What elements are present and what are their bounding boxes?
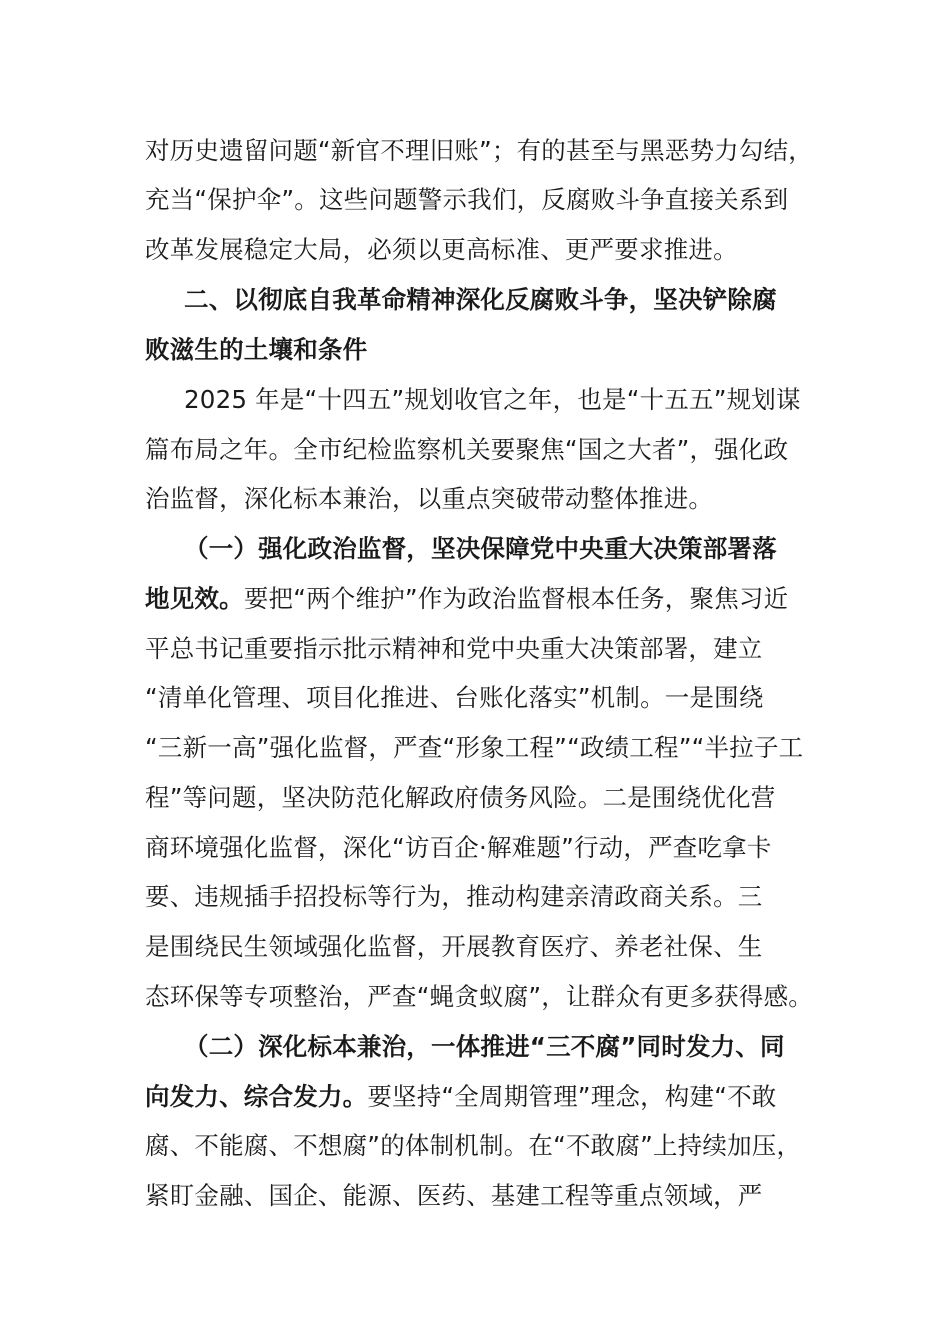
- body-line: 对历史遗留问题“新官不理旧账”；有的甚至与黑恶势力勾结，: [145, 136, 813, 165]
- body-line: [145, 582, 788, 616]
- body-line: 2025 年是“十四五”规划收官之年，也是“十五五”规划谋: [184, 385, 801, 414]
- body-line: “三新一高”强化监督，严查“形象工程”“政绩工程”“半拉子工: [145, 733, 804, 762]
- body-line: 腐、不能腐、不想腐”的体制机制。在“不敢腐”上持续加压，: [145, 1131, 802, 1160]
- body-line: [145, 1080, 777, 1114]
- body-text: 要把“两个维护”作为政治监督根本任务，聚焦习近: [243, 584, 789, 613]
- body-text: 要坚持“全周期管理”理念，构建“不敢: [367, 1082, 777, 1111]
- body-line: 要、违规插手招投标等行为，推动构建亲清政商关系。三: [145, 882, 763, 911]
- body-line: 程”等问题，坚决防范化解政府债务风险。二是围绕优化营: [145, 783, 776, 812]
- section-heading: 二、以彻底自我革命精神深化反腐败斗争，坚决铲除腐: [184, 285, 777, 314]
- subsection-heading: （一）强化政治监督，坚决保障党中央重大决策部署落: [184, 534, 777, 563]
- subsection-heading: 向发力、综合发力。: [145, 1082, 368, 1111]
- body-line: 紧盯金融、国企、能源、医药、基建工程等重点领域，严: [145, 1181, 763, 1210]
- body-line: 充当“保护伞”。这些问题警示我们，反腐败斗争直接关系到: [145, 185, 789, 214]
- body-line: 治监督，深化标本兼治，以重点突破带动整体推进。: [145, 484, 714, 513]
- body-line: 篇布局之年。全市纪检监察机关要聚焦“国之大者”，强化政: [145, 435, 789, 464]
- section-heading: 败滋生的土壤和条件: [145, 335, 368, 364]
- body-line: 商环境强化监督，深化“访百企·解难题”行动，严查吃拿卡: [145, 833, 772, 862]
- subsection-heading: 地见效。: [145, 584, 244, 613]
- body-line: 态环保等专项整治，严查“蝇贪蚁腐”，让群众有更多获得感。: [145, 982, 813, 1011]
- body-line: “清单化管理、项目化推进、台账化落实”机制。一是围绕: [145, 683, 764, 712]
- body-line: 改革发展稳定大局，必须以更高标准、更严要求推进。: [145, 235, 738, 264]
- body-line: 平总书记重要指示批示精神和党中央重大决策部署，建立: [145, 634, 763, 663]
- body-line: 是围绕民生领域强化监督，开展教育医疗、养老社保、生: [145, 932, 763, 961]
- subsection-heading: （二）深化标本兼治，一体推进“三不腐”同时发力、同: [184, 1032, 785, 1061]
